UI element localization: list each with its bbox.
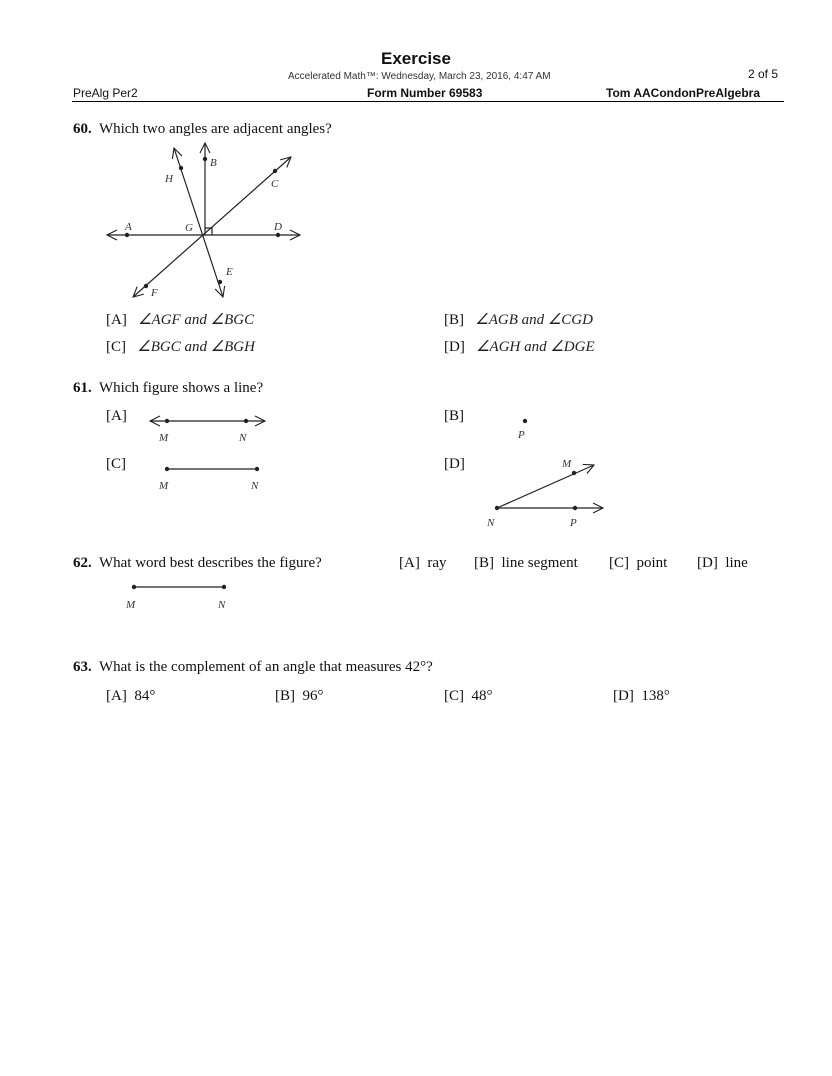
figure-61d-angle [497, 465, 603, 508]
label-m: M [562, 458, 572, 470]
line-he [174, 148, 223, 297]
point-n [495, 506, 499, 510]
line-cf [133, 157, 291, 297]
point-n [255, 467, 259, 471]
option-text: ∠AGF and ∠BGC [138, 312, 255, 328]
option-b[interactable] [444, 310, 593, 329]
label-n: N [487, 517, 495, 529]
option-d[interactable] [613, 688, 670, 705]
form-number: Form Number 69583 [367, 86, 483, 100]
label-a: A [125, 221, 132, 233]
option-text: ray [427, 555, 447, 571]
option-letter: [C] [609, 555, 629, 571]
timestamp: Accelerated Math™: Wednesday, March 23, 2016, 4:47 AM [288, 71, 551, 82]
figure-60-points [125, 157, 280, 288]
option-a[interactable] [399, 555, 446, 572]
point-c [273, 169, 277, 173]
label-d: D [274, 221, 282, 233]
question-text: Which two angles are adjacent angles? [98, 121, 332, 137]
option-a[interactable] [106, 310, 254, 329]
label-m: M [126, 599, 136, 611]
option-d[interactable]: [D] [444, 456, 465, 472]
option-c[interactable] [106, 337, 255, 356]
option-text: point [636, 555, 668, 571]
option-c[interactable] [609, 555, 667, 572]
option-letter: [C] [444, 688, 464, 704]
label-g: G [185, 222, 193, 234]
point-p [573, 506, 577, 510]
question-text: Which figure shows a line? [98, 380, 264, 396]
question-number: 60. [73, 121, 92, 137]
label-p: P [570, 517, 577, 529]
option-b[interactable] [474, 555, 578, 572]
option-letter: [C] [106, 339, 126, 355]
label-n: N [218, 599, 226, 611]
label-m: M [159, 432, 169, 444]
question-number: 63. [73, 659, 92, 675]
point-n [222, 585, 226, 589]
option-d[interactable] [697, 555, 748, 572]
option-letter: [B] [275, 688, 295, 704]
question-63 [73, 659, 433, 676]
point-f [144, 284, 148, 288]
page-title: Exercise [381, 49, 451, 68]
point-m [132, 585, 136, 589]
option-text: ∠AGH and ∠DGE [476, 339, 595, 355]
label-b: B [210, 157, 217, 169]
label-p: P [518, 429, 525, 441]
option-letter: [A] [106, 312, 127, 328]
option-c[interactable] [444, 688, 493, 705]
point-d [276, 233, 280, 237]
question-61 [73, 380, 263, 397]
label-n: N [239, 432, 247, 444]
question-number: 62. [73, 555, 92, 571]
question-text: What is the complement of an angle that measures 42°? [98, 659, 433, 675]
page-number: 2 of 5 [748, 67, 779, 81]
option-text: ∠BGC and ∠BGH [137, 339, 255, 355]
label-m: M [159, 480, 169, 492]
option-c[interactable]: [C] [106, 456, 126, 472]
option-letter: [B] [444, 312, 464, 328]
point-n [244, 419, 248, 423]
point-a [125, 233, 129, 237]
question-62 [73, 555, 322, 572]
question-number: 61. [73, 380, 92, 396]
question-text: What word best describes the figure? [98, 555, 322, 571]
option-letter: [D] [613, 688, 634, 704]
option-text: 96° [302, 688, 324, 704]
point-e [218, 280, 222, 284]
option-letter: [B] [474, 555, 494, 571]
option-letter: [D] [697, 555, 718, 571]
label-e: E [226, 266, 233, 278]
label-c: C [271, 178, 279, 190]
option-d[interactable] [444, 337, 595, 356]
point-m [165, 467, 169, 471]
point-h [179, 166, 183, 170]
option-a[interactable] [106, 688, 155, 705]
option-letter: [D] [444, 339, 465, 355]
point-m [165, 419, 169, 423]
label-f: F [151, 287, 158, 299]
student-name: Tom AACondonPreAlgebra [606, 86, 761, 100]
option-text: ∠AGB and ∠CGD [475, 312, 593, 328]
angle-figure-60 [107, 143, 300, 297]
option-a[interactable]: [A] [106, 408, 127, 424]
option-text: line [725, 555, 748, 571]
class-name: PreAlg Per2 [73, 86, 138, 100]
option-b[interactable] [275, 688, 324, 705]
point-m [572, 471, 576, 475]
label-n: N [251, 480, 259, 492]
option-b[interactable]: [B] [444, 408, 464, 424]
label-h: H [165, 173, 173, 185]
option-letter: [A] [106, 688, 127, 704]
option-text: 84° [134, 688, 156, 704]
option-letter: [A] [399, 555, 420, 571]
point-b [203, 157, 207, 161]
option-text: line segment [501, 555, 578, 571]
option-text: 138° [641, 688, 670, 704]
ray-nm [497, 465, 594, 508]
option-text: 48° [471, 688, 493, 704]
point-p [523, 419, 527, 423]
